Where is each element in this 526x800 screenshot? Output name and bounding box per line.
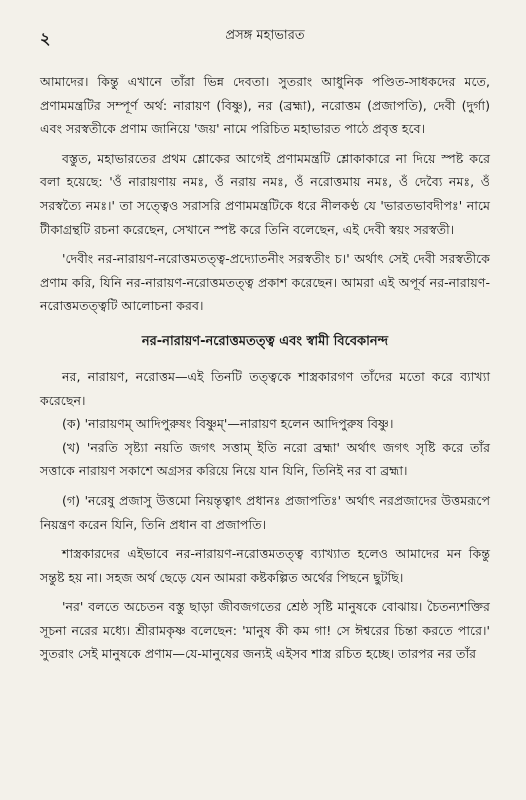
page-body [40, 70, 490, 666]
paragraph-devi-saraswati: 'দেবীং নর-নারায়ণ-নরোত্তমতত্ত্ব-প্রদ্যোতনীং সরস্বতীং চ।' অর্থাৎ সেই দেবী সরস্বতীকে প্রণাম করি, যিনি নর-নারায়ণ-নরোত্তমতত্ত্ব প্রকাশ করেছেন। আমরা এই অপূর্ব নর-নারায়ণ-নরোত্তমতত্ত্বটি আলোচনা করব। [40, 251, 490, 314]
paragraph-shastrakar: শাস্ত্রকারদের এইভাবে নর-নারায়ণ-নরোত্তমতত্ত্ব ব্যাখ্যাত হলেও আমাদের মন কিন্তু সন্তুষ্ট হয় না। সহজ অর্থ ছেড়ে যেন আমরা কষ্টকল্পিত অর্থের পিছনে ছুটছি। [40, 546, 490, 585]
list-item-ka: (ক) 'নারায়ণম্ আদিপুরুষং বিষ্ণুম্'—নারায়ণ হলেন আদিপুরুষ বিষ্ণু। [62, 416, 394, 432]
page-number: ২ [40, 29, 51, 48]
running-title: প্রসঙ্গ মহাভারত [225, 28, 305, 43]
paragraph-intro: নর, নারায়ণ, নরোত্তম—এই তিনটি তত্ত্বকে শাস্ত্রকারগণ তাঁদের মতো করে ব্যাখ্যা করেছেন। [40, 368, 490, 408]
list-item-ga: (গ) 'নরেষু প্রজাসু উত্তমো নিয়ন্তৃত্বাৎ প্রধানঃ প্রজাপতিঃ' অর্থাৎ নরপ্রজাদের উত্তমরূপে নিয়ন্ত্রণ করেন যিনি, তিনি প্রধান বা প্রজাপতি। [40, 492, 490, 532]
paragraph-continuation: আমাদের। কিন্তু এখানে তাঁরা ভিন্ন দেবতা। সুতরাং আধুনিক পণ্ডিত-সাধকদের মতে, প্রণামমন্ত্রটির সম্পূর্ণ অর্থ: নারায়ণ (বিষ্ণু), নর (ব্রহ্মা), নরোত্তম (প্রজাপতি), দেবী (দুর্গা) এবং সরস্বতীকে প্রণাম জানিয়ে 'জয়' নামে পরিচিত মহাভারত পাঠে প্রবৃত্ত হবে। [40, 74, 490, 137]
page-header [40, 26, 490, 54]
list-item-kha: (খ) 'নরতি সৃষ্ট্যা নয়তি জগৎ সত্তাম্ ইতি নরো ব্রহ্মা' অর্থাৎ জগৎ সৃষ্টি করে তাঁর সত্তাকে নারায়ণ সকাশে অগ্রসর করিয়ে নিয়ে যান যিনি, তিনিই নর বা ব্রহ্মা। [40, 439, 490, 479]
section-heading: নর-নারায়ণ-নরোত্তমতত্ত্ব এবং স্বামী বিবেকানন্দ [141, 333, 389, 349]
paragraph-nar: 'নর' বলতে অচেতন বস্তু ছাড়া জীবজগতের শ্রেষ্ঠ সৃষ্টি মানুষকে বোঝায়। চৈতন্যশক্তির সূচনা নরের মধ্যে। শ্রীরামকৃষ্ণ বলেছেন: 'মানুষ কী কম গা! সে ঈশ্বরের চিন্তা করতে পারে।' সুতরাং সেই মানুষকে প্রণাম—যে-মানুষের জন্যই এইসব শাস্ত্র রচিত হচ্ছে। তারপর নর তাঁর [40, 599, 490, 662]
paragraph-mahabharata-pranam: বস্তুত, মহাভারতের প্রথম শ্লোকের আগেই প্রণামমন্ত্রটি শ্লোকাকারে না দিয়ে স্পষ্ট করে বলা হয়েছে: 'ওঁ নারায়ণায় নমঃ, ওঁ নরায় নমঃ, ওঁ নরোত্তমায় নমঃ, ওঁ দেব্যৈ নমঃ, ওঁ সরস্বত্যৈ নমঃ।' তা সত্ত্বেও সরাসরি প্রণামমন্ত্রটিকে ধরে নীলকণ্ঠ যে 'ভারতভাবদীপঃ' নামে টীকাগ্রন্থটি রচনা করেছেন, সেখানে স্পষ্ট করে তিনি বলেছেন, এই দেবী স্বয়ং সরস্বতী। [40, 150, 490, 237]
